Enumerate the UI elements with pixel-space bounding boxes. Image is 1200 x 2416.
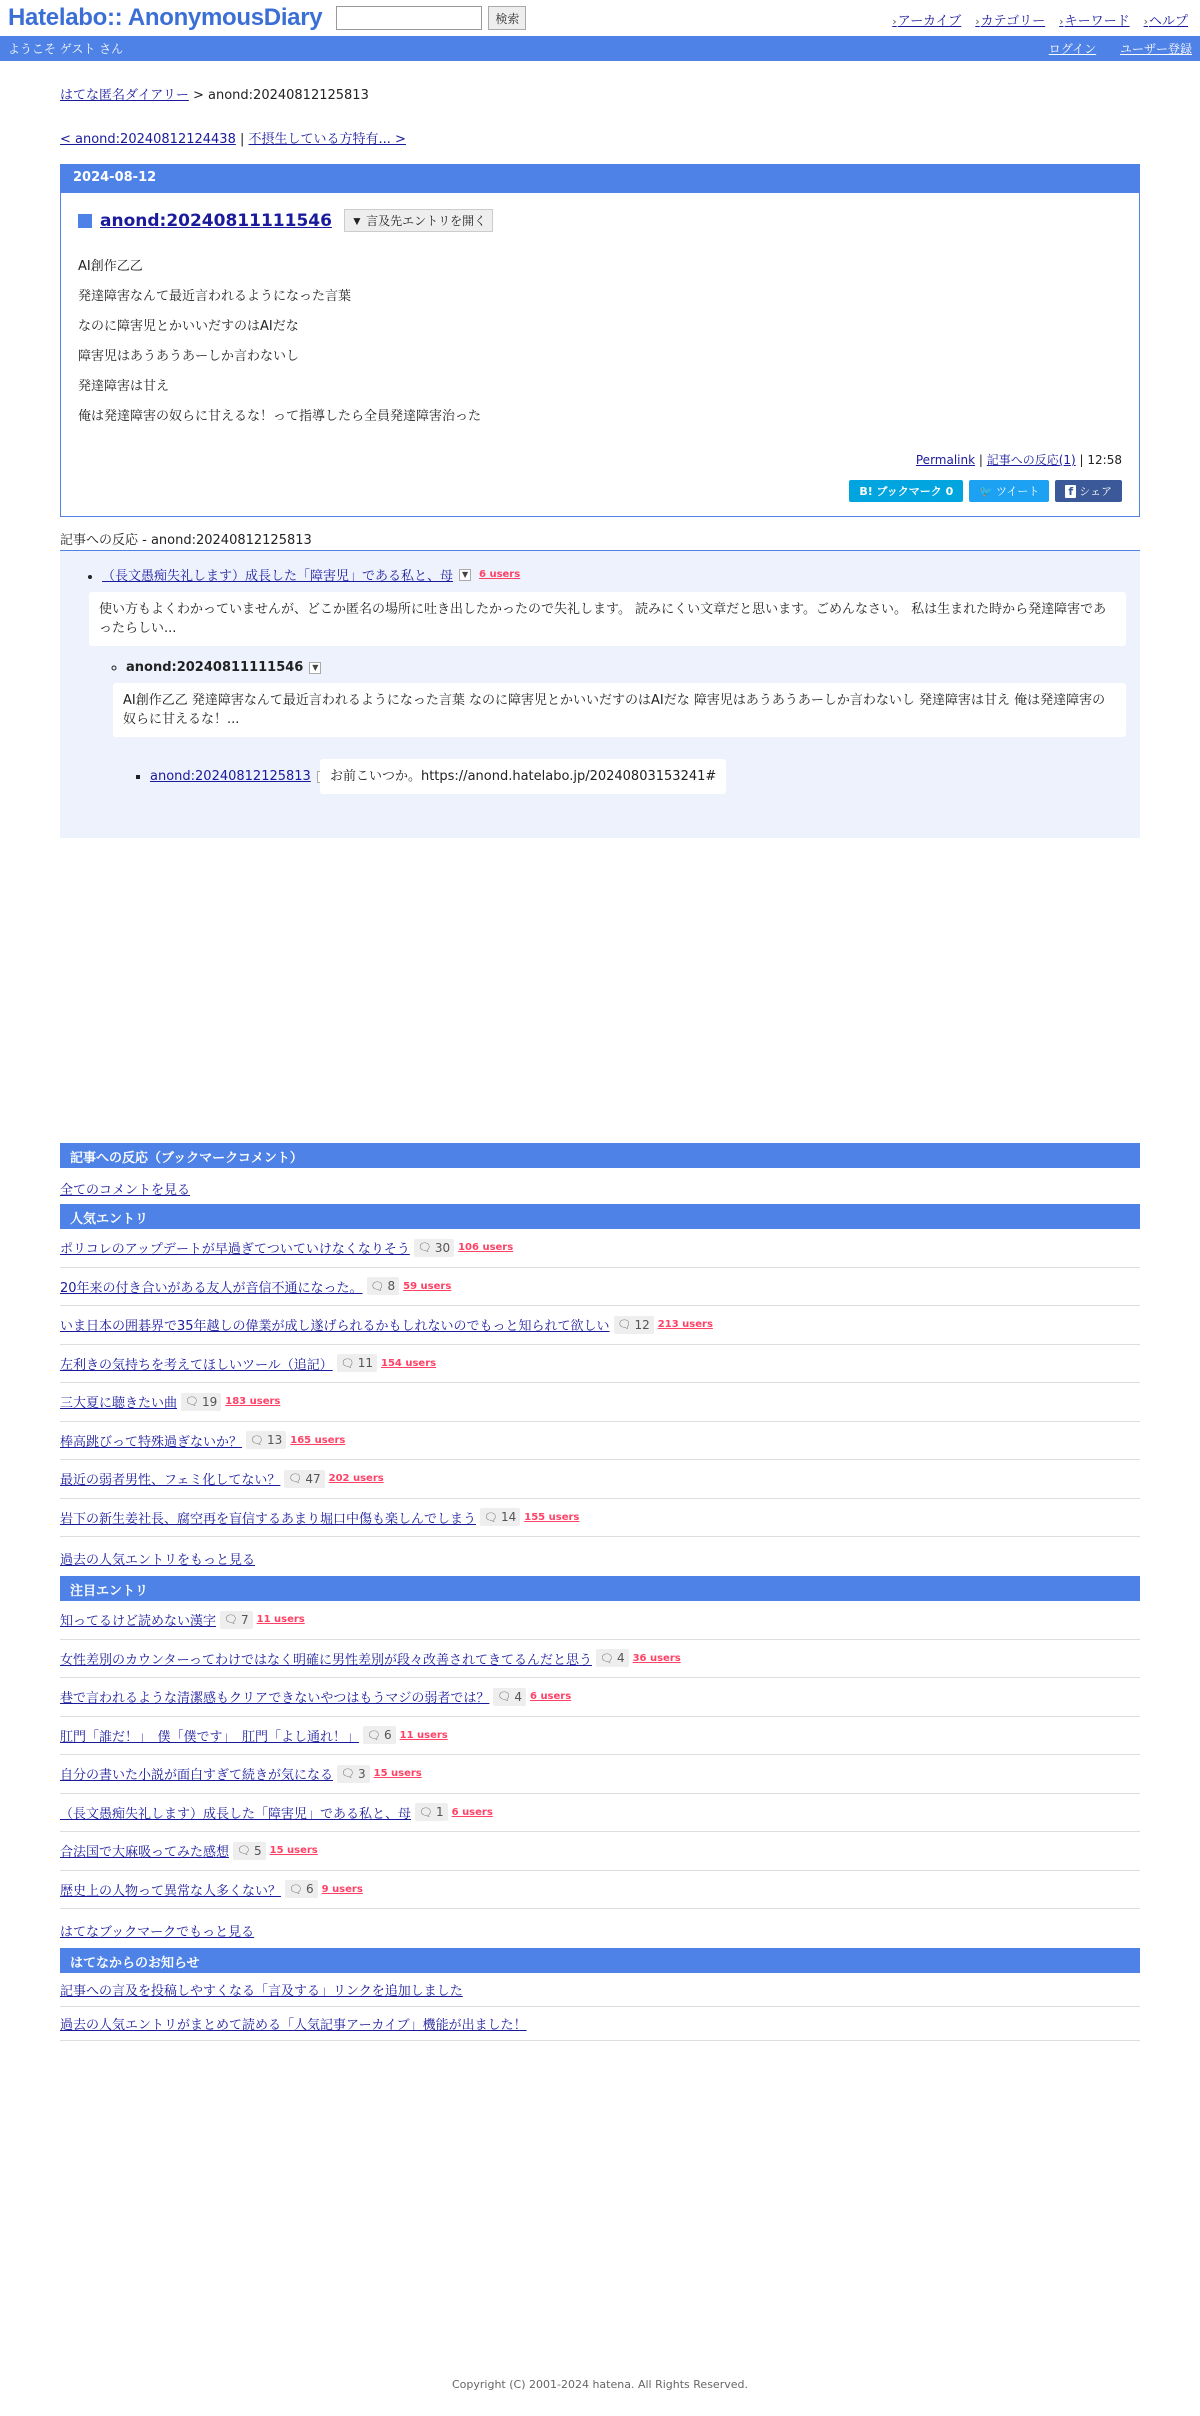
ad-space [60,838,1140,1143]
facebook-icon: f [1065,485,1076,498]
comment-count-value: 1 [435,1805,444,1820]
comment-count-value: 14 [500,1510,517,1525]
list-item [60,1601,1140,1640]
comment-count-value: 3 [357,1766,366,1781]
top-bar [0,0,1200,36]
comment-count-value: 6 [383,1728,392,1743]
welcome-bar [0,36,1200,61]
comment-bubble-icon: 🗨 [341,1767,355,1781]
entry-date: 2024-08-12 [61,165,1139,193]
main-content [60,84,1140,2041]
list-item [60,1345,1140,1384]
notices-list [60,1973,1140,2041]
comment-count-value: 8 [387,1279,396,1294]
users-badge[interactable]: 59 users [403,1280,452,1292]
attention-entries-list [60,1601,1140,1909]
notice-link[interactable]: 過去の人気エントリがまとめて読める「人気記事アーカイブ」機能が出ました！ [60,2018,527,2033]
comment-count[interactable] [284,1470,324,1488]
users-badge[interactable]: 15 users [269,1845,318,1857]
chevron-right-icon: › [1059,15,1064,28]
square-icon [78,214,92,228]
entry-link[interactable]: いま日本の囲碁界で35年越しの偉業が成し遂げられるかもしれないのでもっと知られて欲しい [60,1319,610,1335]
reactions-tree [60,551,1140,838]
comment-count[interactable] [493,1688,526,1706]
comment-count[interactable] [233,1842,266,1860]
entry-title-row [78,209,1122,232]
list-item [60,1640,1140,1679]
breadcrumb [60,84,1140,103]
users-badge[interactable]: 6 users [530,1691,572,1703]
hatena-bookmark-button[interactable]: B! ブックマーク 0 [849,480,963,502]
comment-bubble-icon: 🗨 [417,1241,432,1255]
entry-link[interactable]: 歴史上の人物って異常な人多くない？ [60,1883,282,1899]
reaction-excerpt: 使い方もよくわかっていませんが、どこか匿名の場所に吐き出したかったので失礼します。 読みにくい文章だと思います。ごめんなさい。 私は生まれた時から発達障害であったらしい... [89,592,1126,646]
entry-link[interactable]: 巷で言われるような清潔感もクリアできないやつはもうマジの弱者では？ [60,1691,490,1707]
comment-bubble-icon: 🗨 [288,1472,303,1486]
entry-link[interactable]: 左利きの気持ちを考えてほしいツール（追記） [60,1357,333,1373]
all-comments-row [60,1168,1140,1204]
list-item [60,1229,1140,1268]
nav-help-label: ヘルプ [1148,14,1188,29]
popular-entries-heading: 人気エントリ [60,1204,1140,1229]
reaction-item [123,660,1126,808]
notices-heading: はてなからのお知らせ [60,1948,1140,1973]
popular-more-link[interactable]: 過去の人気エントリをもっと見る [60,1553,256,1568]
entry-link[interactable]: 自分の書いた小説が面白すぎて続きが気になる [60,1768,334,1784]
bookmark-comments-heading: 記事への反応（ブックマークコメント） [60,1143,1140,1168]
comment-count-value: 6 [305,1882,314,1897]
tweet-button[interactable] [969,480,1049,502]
entry-link[interactable]: （長文愚痴失礼します）成長した「障害児」である私と、母 [60,1806,412,1822]
users-badge[interactable]: 154 users [381,1357,437,1369]
register-link[interactable]: ユーザー登録 [1119,42,1192,56]
comment-count[interactable] [614,1316,654,1334]
attention-more-row [60,1909,1140,1948]
comment-bubble-icon: 🗨 [250,1433,264,1447]
comment-bubble-icon: 🗨 [367,1728,381,1742]
comment-count[interactable] [337,1354,377,1372]
reaction-title-link[interactable]: ▪ anond:20240812125813 [150,769,311,784]
nav-keyword[interactable] [1059,10,1129,29]
attention-entries-heading: 注目エントリ [60,1576,1140,1601]
list-item [60,1422,1140,1461]
users-badge[interactable]: 6 users [479,569,521,580]
comment-count-value: 5 [253,1843,262,1858]
list-item [60,1383,1140,1422]
comment-count-value: 12 [634,1317,650,1332]
comment-count[interactable] [480,1508,520,1526]
comment-bubble-icon: 🗨 [237,1844,251,1858]
open-referenced-entry-button[interactable]: ▼ 言及先エントリを開く [344,209,493,232]
users-badge[interactable]: 36 users [632,1652,681,1664]
comment-count[interactable] [414,1239,454,1257]
reaction-excerpt: お前こいつか。https://anond.hatelabo.jp/20240803153241# [320,759,726,794]
reaction-excerpt: AI創作乙乙 発達障害なんて最近言われるようになった言葉 なのに障害児とかいいだすのはAIだな 障害児はあうあうあーしか言わないし 発達障害は甘え 俺は発達障害の奴らに甘えるな！... [113,683,1126,737]
diary-day [60,164,1140,517]
comment-count[interactable] [363,1726,396,1744]
entry-link[interactable]: ポリコレのアップデートが早過ぎてついていけなくなりそう [60,1242,410,1258]
entry-link[interactable]: 女性差別のカウンターってわけではなく明確に男性差別が段々改善されてきてるんだと思う [60,1652,592,1668]
nav-keyword-label: キーワード [1064,14,1130,29]
search-button[interactable]: 検索 [488,6,526,30]
twitter-icon: 🐦 [979,485,993,498]
comment-bubble-icon: 🗨 [497,1690,512,1704]
comment-count-value: 4 [616,1651,625,1666]
entry-body [78,258,1122,425]
comment-bubble-icon: 🗨 [617,1318,632,1332]
comment-count[interactable] [246,1431,286,1449]
entry-link[interactable]: 三大夏に聴きたい曲 [60,1396,178,1412]
pager-separator: | [235,132,249,147]
users-badge[interactable]: 202 users [328,1473,384,1485]
reaction-item [150,751,1126,808]
users-badge[interactable]: 9 users [321,1883,363,1895]
users-badge[interactable]: 106 users [458,1242,514,1254]
entry-line: なのに障害児とかいいだすのはAIだな [78,319,299,334]
welcome-text: ようこそ ゲスト さん [8,42,124,56]
popular-more-row [60,1537,1140,1576]
entry-line: 発達障害なんて最近言われるようになった言葉 [78,289,352,304]
users-badge[interactable]: 11 users [399,1729,448,1741]
comment-count[interactable] [220,1611,253,1629]
entry-line: 発達障害は甘え [78,379,170,394]
comment-count-value: 7 [240,1612,249,1627]
facebook-share-button[interactable] [1055,480,1122,502]
entry-link[interactable]: 岩下の新生姜社長、腐空再を盲信するあまり堀口中傷も楽しんでしまう [60,1511,477,1527]
nav-archive[interactable] [892,10,961,29]
entry-line: AI創作乙乙 [78,259,143,274]
breadcrumb-current: anond:20240812125813 [208,88,369,103]
nav-archive-label: アーカイブ [897,14,962,29]
comment-count-value: 4 [514,1689,522,1704]
users-badge[interactable]: 6 users [451,1806,493,1818]
reaction-title-link[interactable]: • （長文愚痴失礼します）成長した「障害児」である私と、母 [102,569,454,584]
prev-entry-link[interactable]: < anond:20240812124438 [60,132,236,147]
entry-title-link[interactable]: anond:20240811111546 [100,210,332,231]
entry-time: 12:58 [1087,453,1122,467]
list-item [60,1871,1140,1910]
login-link[interactable]: ログイン [1048,42,1097,56]
users-badge[interactable]: 165 users [290,1434,346,1446]
permalink[interactable]: Permalink [915,453,976,467]
comment-bubble-icon: 🗨 [599,1651,614,1665]
share-buttons [78,480,1122,502]
comment-bubble-icon: 🗨 [484,1510,498,1524]
entry-link[interactable]: 知ってるけど読めない漢字 [60,1614,217,1630]
chevron-right-icon: › [975,15,980,28]
reactions-link[interactable]: 記事への反応(1) [986,453,1076,467]
account-links [1029,40,1192,57]
comment-count[interactable] [181,1393,221,1411]
search-input[interactable] [336,6,482,30]
list-item [60,1794,1140,1833]
list-item [60,1717,1140,1756]
comment-count[interactable] [337,1765,370,1783]
popular-entries-list [60,1229,1140,1537]
users-badge[interactable]: 11 users [256,1614,305,1626]
search-form [336,6,526,30]
list-item [60,1268,1140,1307]
all-comments-link[interactable]: 全てのコメントを見る [60,1183,191,1198]
nav-category[interactable] [975,10,1045,29]
comment-count[interactable] [596,1649,629,1667]
entry-link[interactable]: 合法国で大麻吸ってみた感想 [60,1845,230,1861]
comment-count-value: 11 [357,1356,373,1371]
list-item [60,1678,1140,1717]
entry-link[interactable]: 最近の弱者男性、フェミ化してない？ [60,1473,281,1489]
comment-count[interactable] [415,1803,448,1821]
users-badge[interactable]: 155 users [524,1511,580,1523]
comment-count[interactable] [285,1880,318,1898]
list-item [60,1499,1140,1538]
entry-footer: Permalink | 記事への反応(1) | 12:58 [915,453,1122,467]
reactions-heading: 記事への反応 - anond:20240812125813 [60,529,1140,551]
comment-count-value: 47 [305,1471,321,1486]
entry-line: 俺は発達障害の奴らに甘えるな！って指導したら全員発達障害治った [78,409,482,424]
entry-link[interactable]: 肛門「誰だ！」 僕「僕です」 肛門「よし通れ！」 [60,1729,360,1745]
comment-bubble-icon: 🗨 [224,1613,238,1627]
comment-bubble-icon: 🗨 [370,1279,385,1293]
notice-link[interactable]: 記事への言及を投稿しやすくなる「言及する」リンクを追加しました [60,1984,463,1999]
breadcrumb-separator: > [188,88,209,103]
entry-pager [60,128,1140,147]
entry-line: 障害児はあうあうあーしか言わないし [78,349,300,364]
users-badge[interactable]: 213 users [657,1319,713,1331]
reaction-title: ◦ anond:20240811111546 [126,660,304,675]
comment-bubble-icon: 🗨 [289,1882,303,1896]
comment-count-value: 13 [266,1433,283,1448]
entry [61,193,1139,516]
comment-bubble-icon: 🗨 [340,1356,355,1370]
users-badge[interactable]: 15 users [373,1768,422,1780]
entry-link[interactable]: 20年来の付き合いがある友人が音信不通になった。 [60,1280,363,1296]
comment-count-value: 30 [434,1240,451,1255]
reaction-item [99,565,1126,808]
breadcrumb-home[interactable]: はてな匿名ダイアリー [60,88,189,103]
list-item [60,2007,1140,2041]
list-item [60,1832,1140,1871]
list-item [60,1460,1140,1499]
comment-count-value: 19 [201,1394,218,1409]
list-item [60,1306,1140,1345]
next-entry-link[interactable]: 不摂生している方特有... > [248,132,406,147]
chevron-right-icon: › [892,15,897,28]
list-item [60,1755,1140,1794]
share-label: シェア [1079,485,1112,498]
users-badge[interactable]: 183 users [225,1396,281,1408]
site-logo[interactable]: Hatelabo:: AnonymousDiary [8,4,323,31]
comment-bubble-icon: 🗨 [185,1395,199,1409]
chevron-right-icon: › [1143,15,1148,28]
copyright: Copyright (C) 2001-2024 hatena. All Rights Reserved. [452,2378,748,2391]
attention-more-link[interactable]: はてなブックマークでもっと見る [60,1925,255,1940]
dropdown-arrow-icon[interactable]: ▼ [459,569,471,581]
entry-link[interactable]: 棒高跳びって特殊過ぎないか？ [60,1434,243,1450]
comment-count[interactable] [367,1277,400,1295]
nav-help[interactable] [1144,10,1188,29]
comment-bubble-icon: 🗨 [419,1805,433,1819]
dropdown-arrow-icon[interactable]: ▼ [309,662,321,674]
list-item [60,1973,1140,2007]
tweet-label: ツイート [995,485,1040,498]
top-nav [892,10,1188,29]
nav-category-label: カテゴリー [980,14,1046,29]
